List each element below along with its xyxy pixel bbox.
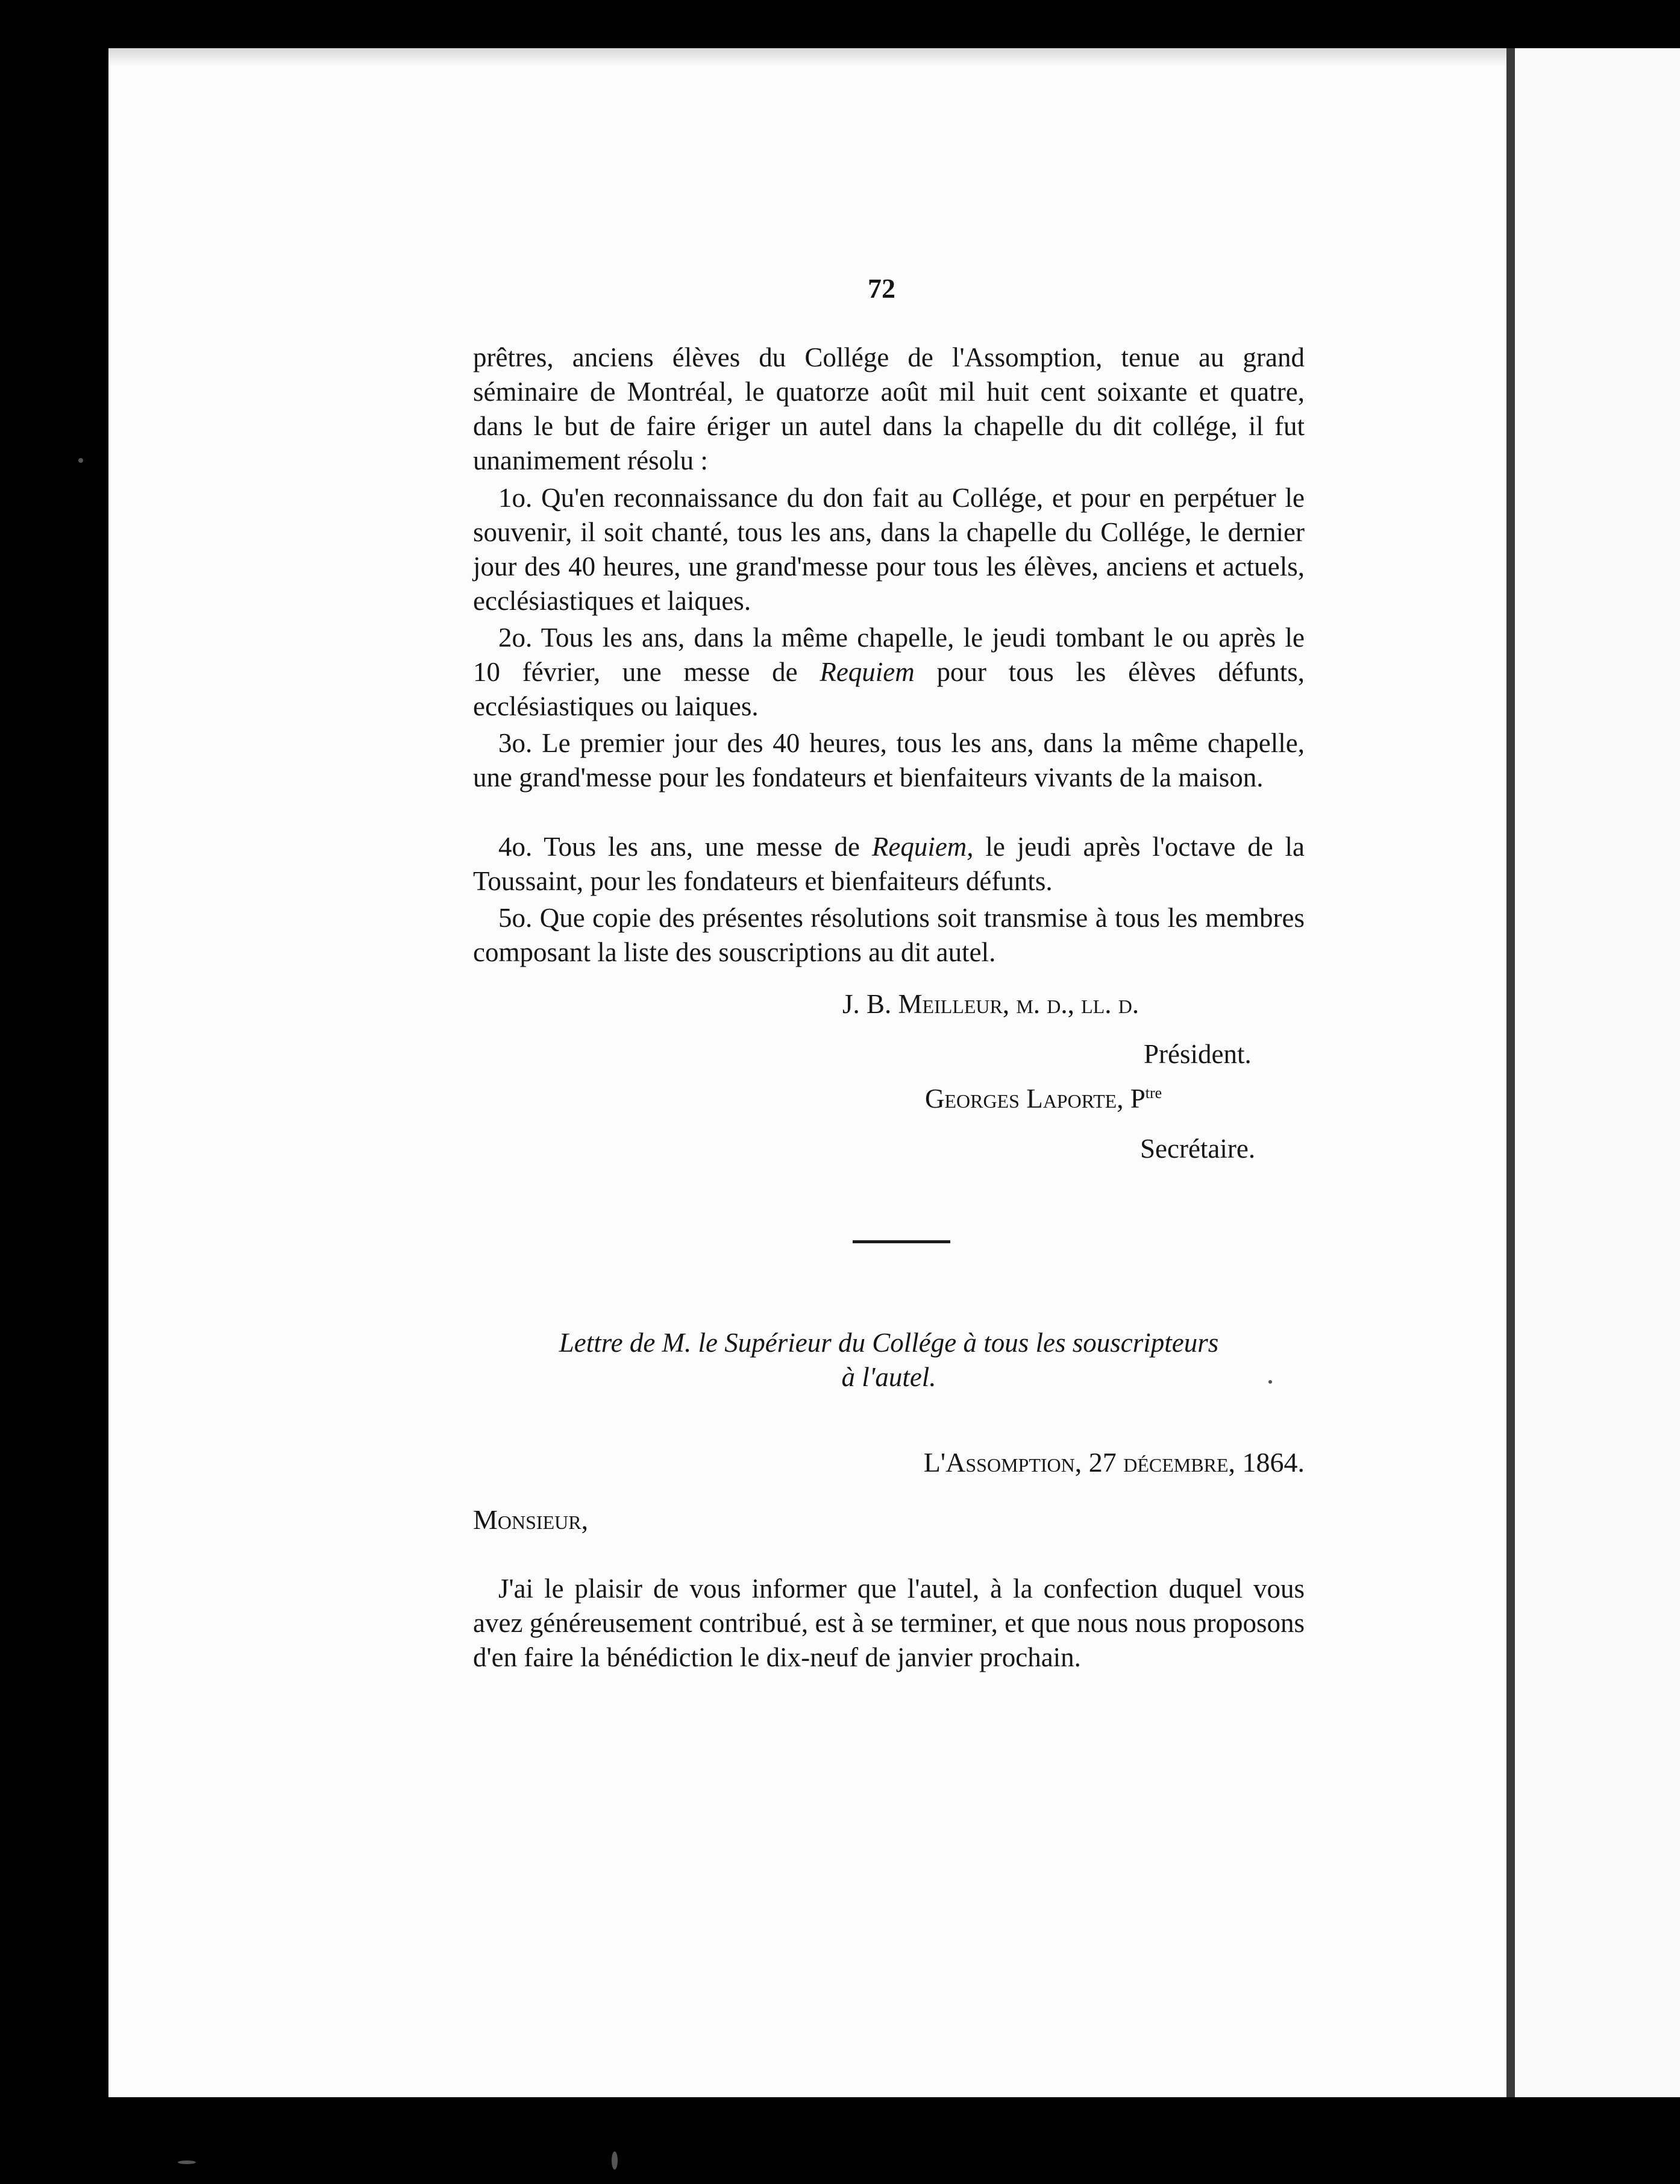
scan-speck <box>178 2160 196 2164</box>
resolution-2-text-a: 2o. Tous les ans, dans la même chapelle, le jeudi tombant le ou après le 10 février, une messe de <box>473 623 1305 687</box>
resolution-1 <box>473 481 1305 618</box>
resolution-3-text: 3o. Le premier jour des 40 heures, tous les ans, dans la même chapelle, une grand'messe pour les fondateurs et bienfaiteurs vivants de la maison. <box>473 728 1305 792</box>
secretary-name <box>925 1083 1162 1114</box>
resolution-3 <box>473 726 1305 795</box>
resolution-5-text: 5o. Que copie des présentes résolutions soit transmise à tous les membres composant la liste des souscriptions au dit autel. <box>473 903 1305 967</box>
resolution-4-text-b: le jeudi après l'octave de la Toussaint, pour les fondateurs et bienfaiteurs défunts. <box>473 832 1305 896</box>
letter-dateline: L'Assomption, 27 décembre, 1864. <box>923 1447 1305 1478</box>
page-number: 72 <box>868 273 895 304</box>
secretary-suffix: tre <box>1145 1084 1162 1102</box>
resolution-1-text: 1o. Qu'en reconnaissance du don fait au Collége, et pour en perpétuer le souvenir, il soit chanté, tous les ans, dans la chapelle du Collége, le dernier jour des 40 heures, une grand'messe pour tous les élèves, anciens et actuels, ecclésiastiques et laiques. <box>473 483 1305 616</box>
resolution-4-text-a: 4o. Tous les ans, une messe de <box>498 832 872 862</box>
resolution-2 <box>473 621 1305 724</box>
scan-speck <box>78 458 83 463</box>
secretary-title: Secrétaire. <box>1140 1134 1256 1164</box>
resolution-2-text-b: pour tous les élèves défunts, ecclésiastiques ou laiques. <box>473 657 1305 721</box>
letter-salutation: Monsieur, <box>473 1504 589 1535</box>
page-edge <box>108 48 1506 66</box>
resolution-4 <box>473 830 1305 899</box>
resolution-2-italic: Requiem <box>820 657 915 687</box>
letter-heading <box>473 1326 1305 1395</box>
resolution-5 <box>473 901 1305 970</box>
scan-speck <box>612 2151 618 2170</box>
secretary-name-text: Georges Laporte, P <box>925 1084 1146 1114</box>
facing-page-edge <box>1506 48 1680 2097</box>
letter-body: J'ai le plaisir de vous informer que l'autel, à la confection duquel vous avez généreusement contribué, est à se terminer, et que nous nous proposons d'en faire la bénédiction le dix-neuf de janvier prochain. <box>473 1574 1305 1672</box>
intro-paragraph: prêtres, anciens élèves du Collége de l'Assomption, tenue au grand séminaire de Montréal, le quatorze août mil huit cent soixante et quatre, dans le but de faire ériger un autel dans la chapelle du dit collége, il fut unanimement résolu : <box>473 342 1305 475</box>
scan-speck <box>1268 1380 1272 1384</box>
letter-heading-line-1: Lettre de M. le Supérieur du Collége à tous les souscripteurs <box>559 1328 1219 1358</box>
president-title: Président. <box>1144 1039 1252 1069</box>
resolution-4-italic: Requiem, <box>871 832 974 862</box>
letter-heading-line-2: à l'autel. <box>841 1362 936 1392</box>
president-name: J. B. Meilleur, m. d., ll. d. <box>842 989 1139 1019</box>
section-divider <box>853 1240 950 1243</box>
